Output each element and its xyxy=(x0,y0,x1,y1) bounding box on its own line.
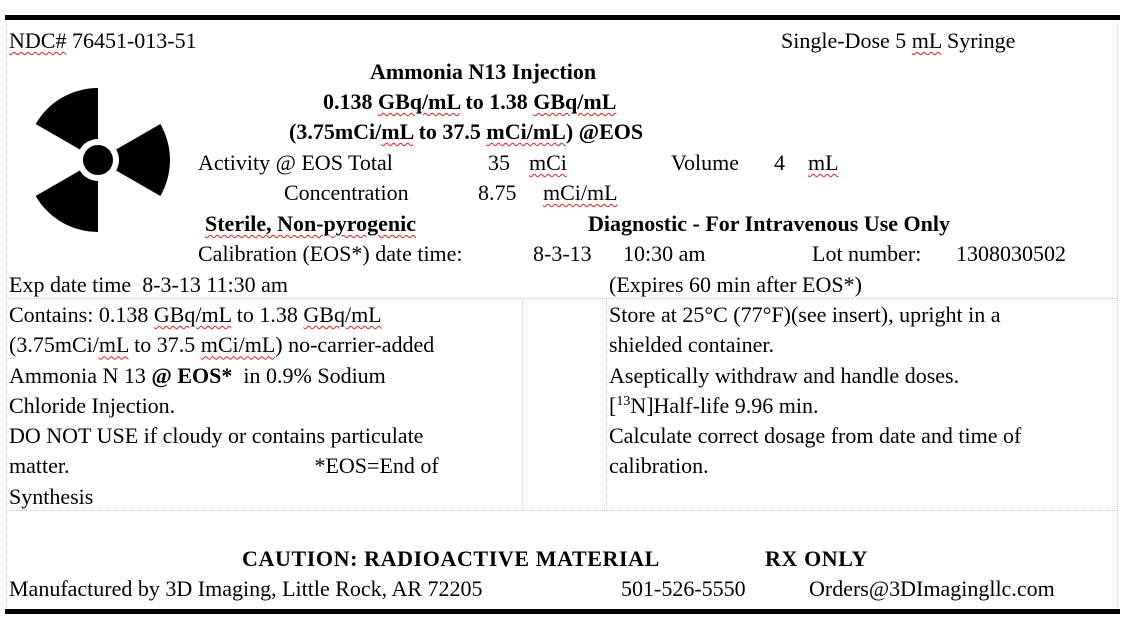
calibration-label: Calibration (EOS*) date time: xyxy=(198,241,463,266)
concentration-gbq: 0.138 GBq/mL to 1.38 GBq/mL xyxy=(323,89,617,114)
sterile-label: Sterile, Non-pyrogenic xyxy=(205,211,417,236)
concentration-value: 8.75 xyxy=(478,180,517,205)
bottom-border xyxy=(5,609,1120,614)
concentration-label: Concentration xyxy=(284,180,409,205)
caution-warning: CAUTION: RADIOACTIVE MATERIAL xyxy=(242,546,660,571)
top-border xyxy=(5,15,1120,20)
phone-number: 501-526-5550 xyxy=(621,576,746,601)
manufacturer: Manufactured by 3D Imaging, Little Rock, AR 72205 xyxy=(9,576,483,601)
expiry-note: (Expires 60 min after EOS*) xyxy=(609,272,862,297)
right-margin-line xyxy=(1117,22,1118,607)
ndc-number: 76451-013-51 xyxy=(71,28,197,53)
calibration-time: 10:30 am xyxy=(623,241,706,266)
diagnostic-label: Diagnostic - For Intravenous Use Only xyxy=(588,211,950,236)
product-name: Ammonia N13 Injection xyxy=(370,59,597,84)
lot-label: Lot number: xyxy=(812,241,922,266)
contents-description: Contains: 0.138 GBq/mL to 1.38 GBq/mL (3.75mCi/mL to 37.5 mCi/mL) no-carrier-added Ammonia N 13 @ EOS* in 0.9% Sodium Chloride Injection. DO NOT USE if cloudy or contains particulate matter. *EOS=End of Synthesis xyxy=(9,302,439,509)
storage-instructions: Store at 25°C (77°F)(see insert), upright in a shielded container. Aseptically withdraw and handle doses. [$^{13}$N]Half-life 9.96 min. Calculate correct dosage from date and time of calibration. xyxy=(609,302,1022,479)
radiation-trefoil-icon xyxy=(18,80,178,240)
volume-value: 4 xyxy=(774,150,785,175)
left-box-divider xyxy=(522,298,523,510)
order-email: Orders@3DImagingllc.com xyxy=(809,576,1055,601)
activity-value: 35 xyxy=(488,150,510,175)
right-box-divider xyxy=(606,298,607,510)
ndc-line xyxy=(9,28,197,54)
package-type: Single-Dose 5 mL Syringe xyxy=(781,28,1016,53)
table-top-line xyxy=(6,298,1117,299)
left-margin-line xyxy=(6,22,7,607)
volume-unit: mL xyxy=(808,150,839,175)
rx-only: RX ONLY xyxy=(765,546,869,571)
expiry-line: Exp date time 8-3-13 11:30 am xyxy=(9,272,289,297)
lot-number: 1308030502 xyxy=(956,241,1066,266)
ndc-prefix: NDC# xyxy=(9,28,67,53)
concentration-unit: mCi/mL xyxy=(543,180,618,205)
calibration-date: 8-3-13 xyxy=(533,241,592,266)
volume-label: Volume xyxy=(671,150,740,175)
concentration-mci: (3.75mCi/mL to 37.5 mCi/mL) @EOS xyxy=(289,119,644,144)
activity-label: Activity @ EOS Total xyxy=(198,150,393,175)
activity-unit: mCi xyxy=(529,150,567,175)
